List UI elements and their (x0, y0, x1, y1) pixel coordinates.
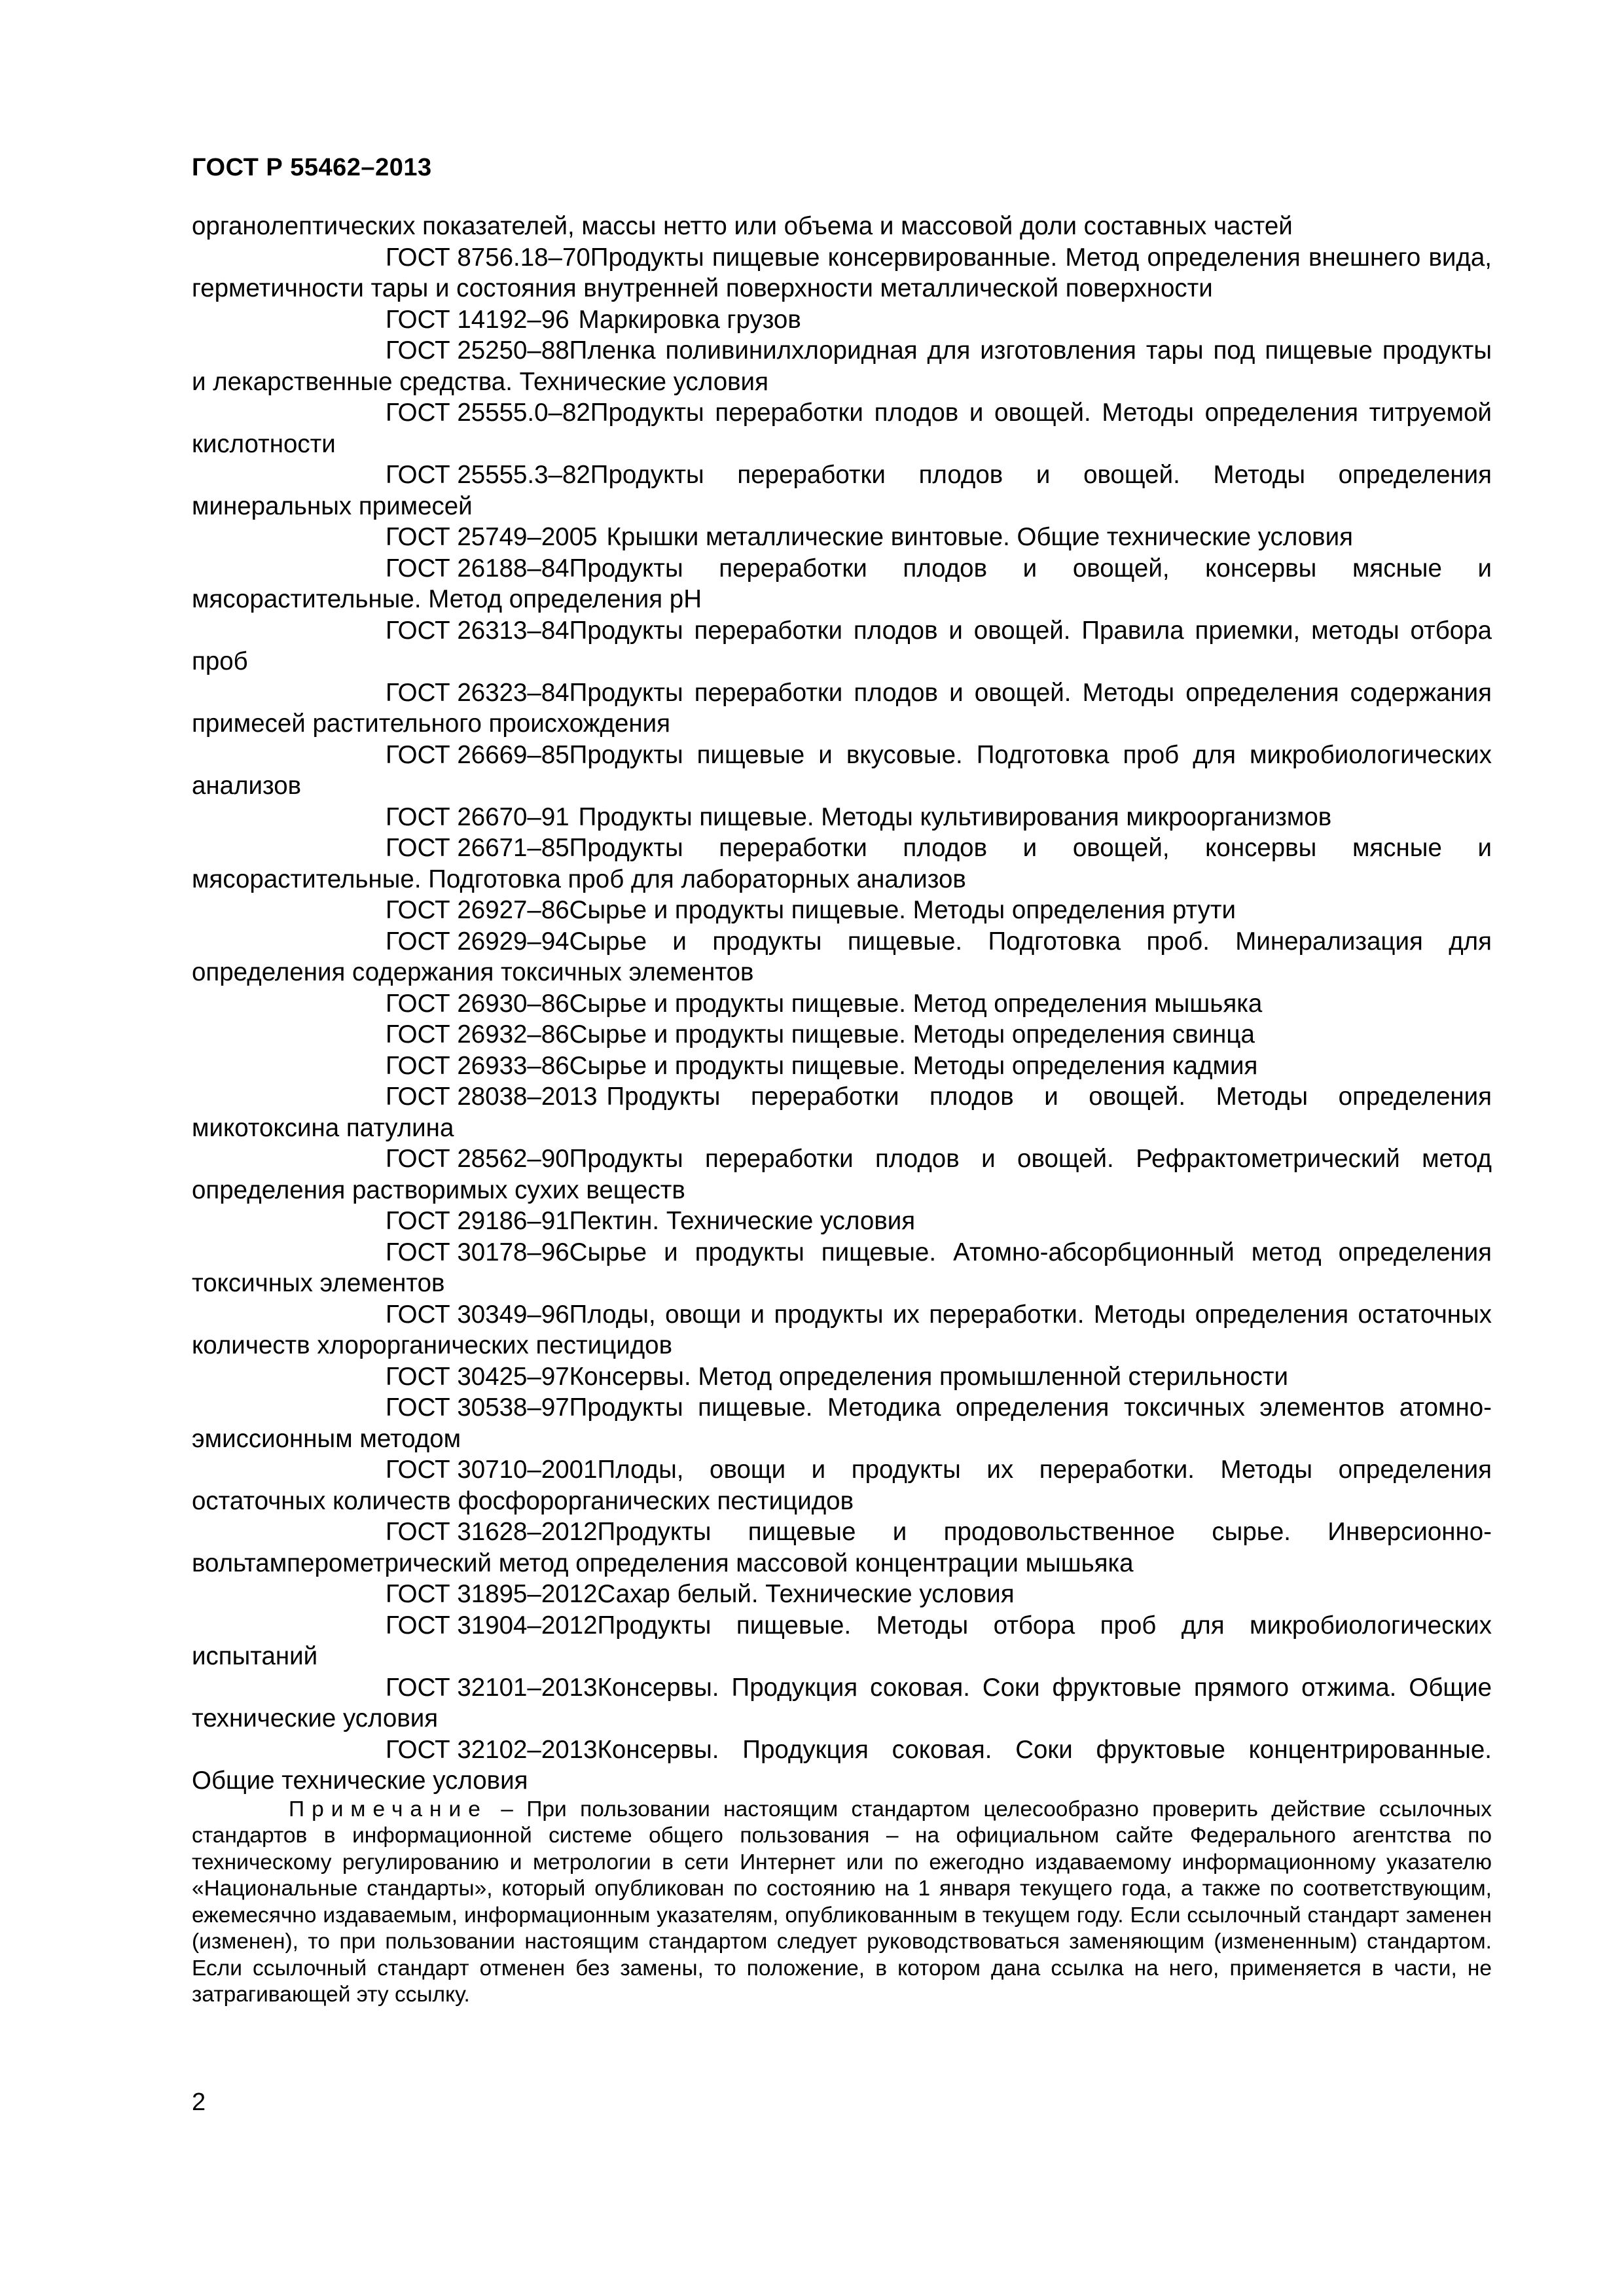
reference-code: ГОСТ 25250–88 (386, 336, 569, 365)
reference-title: Продукты переработки плодов и овощей. Методы определения микотоксина патулина (192, 1083, 1492, 1142)
reference-code: ГОСТ 8756.18–70 (386, 243, 590, 272)
reference-item (192, 1019, 1492, 1050)
continuation-text: органолептических показателей, массы нетто или объема и массовой доли составных частей (192, 212, 1293, 240)
reference-title: Продукты переработки плодов и овощей, консервы мясные и мясорастительные. Подготовка проб для лабораторных анализов (192, 834, 1492, 893)
reference-code: ГОСТ 28562–90 (386, 1145, 569, 1173)
reference-title: Консервы. Продукция соковая. Соки фруктовые концентрированные. Общие технические условия (192, 1735, 1492, 1795)
reference-title: Консервы. Метод определения промышленной стерильности (569, 1362, 1289, 1391)
reference-code: ГОСТ 32102–2013 (386, 1735, 598, 1764)
reference-code: ГОСТ 26929–94 (386, 927, 569, 956)
reference-title: Продукты переработки плодов и овощей. Методы определения минеральных примесей (192, 461, 1492, 520)
reference-title: Сырье и продукты пищевые. Методы определения ртути (569, 896, 1236, 924)
reference-item (192, 802, 1492, 833)
reference-item (192, 1734, 1492, 1797)
reference-title: Сырье и продукты пищевые. Методы определения кадмия (569, 1051, 1258, 1080)
reference-title: Сырье и продукты пищевые. Подготовка проб. Минерализация для определения содержания токсичных элементов (192, 927, 1492, 986)
reference-title: Сахар белый. Технические условия (597, 1580, 1015, 1608)
reference-title: Пленка поливинилхлоридная для изготовления тары под пищевые продукты и лекарственные средства. Технические условия (192, 336, 1492, 396)
reference-code: ГОСТ 26930–86 (386, 989, 569, 1018)
reference-title: Продукты пищевые консервированные. Метод определения внешнего вида, герметичности тары и состояния внутренней поверхности металлической поверхности (192, 243, 1492, 302)
reference-item (192, 1610, 1492, 1672)
reference-code: ГОСТ 26933–86 (386, 1051, 569, 1080)
reference-title: Сырье и продукты пищевые. Атомно-абсорбционный метод определения токсичных элементов (192, 1238, 1492, 1297)
reference-item (192, 553, 1492, 615)
reference-item (192, 1143, 1492, 1206)
reference-code: ГОСТ 32101–2013 (386, 1673, 598, 1702)
reference-title: Продукты пищевые. Методы отбора проб для микробиологических испытаний (192, 1611, 1492, 1670)
document-header-code: ГОСТ Р 55462–2013 (192, 154, 432, 181)
note-label: Примечание (289, 1797, 488, 1821)
reference-title: Сырье и продукты пищевые. Метод определения мышьяка (569, 989, 1263, 1018)
reference-code: ГОСТ 14192–96 (386, 305, 569, 334)
reference-title: Плоды, овощи и продукты их переработки. Методы определения остаточных количеств хлорорганических пестицидов (192, 1300, 1492, 1359)
reference-item (192, 304, 1492, 336)
reference-code: ГОСТ 30425–97 (386, 1362, 569, 1391)
reference-title: Крышки металлические винтовые. Общие технические условия (606, 523, 1353, 551)
note-text: При пользовании настоящим стандартом целесообразно проверить действие ссылочных стандартов в информационной системе общего пользования – на официальном сайте Федерального агентства по техническому регулированию и метрологии в сети Интернет или по ежегодно издаваемому информационному указателю «Национальные стандарты», который опубликован по состоянию на 1 января текущего года, а также по соответствующим, ежемесячно издаваемым, информационным указателям, опубликованным в текущем году. Если ссылочный стандарт заменен (изменен), то при пользовании настоящим стандартом следует руководствоваться заменяющим (измененным) стандартом. Если ссылочный стандарт отменен без замены, то положение, в котором дана ссылка на него, применяется в части, не затрагивающей эту ссылку. (192, 1797, 1492, 2007)
reference-title: Продукты пищевые. Методы культивирования микроорганизмов (578, 802, 1332, 831)
reference-item (192, 459, 1492, 522)
reference-item (192, 1516, 1492, 1579)
reference-code: ГОСТ 26669–85 (386, 740, 569, 769)
page-number: 2 (192, 2089, 206, 2116)
reference-item (192, 1392, 1492, 1454)
reference-item (192, 677, 1492, 740)
reference-code: ГОСТ 30178–96 (386, 1238, 569, 1266)
reference-code: ГОСТ 28038–2013 (386, 1083, 598, 1111)
reference-item (192, 242, 1492, 304)
reference-item (192, 335, 1492, 397)
reference-title: Пектин. Технические условия (569, 1207, 916, 1235)
reference-item (192, 926, 1492, 988)
reference-title: Продукты переработки плодов и овощей. Методы определения титруемой кислотности (192, 399, 1492, 458)
reference-code: ГОСТ 25555.3–82 (386, 461, 590, 489)
reference-title: Продукты пищевые и вкусовые. Подготовка проб для микробиологических анализов (192, 740, 1492, 800)
reference-title: Консервы. Продукция соковая. Соки фруктовые прямого отжима. Общие технические условия (192, 1673, 1492, 1732)
reference-item (192, 1299, 1492, 1361)
reference-item (192, 895, 1492, 926)
reference-code: ГОСТ 25749–2005 (386, 523, 598, 551)
reference-item (192, 1050, 1492, 1082)
reference-list (192, 242, 1492, 1797)
reference-code: ГОСТ 30538–97 (386, 1393, 569, 1422)
normative-references-body (192, 211, 1492, 2009)
reference-item (192, 1672, 1492, 1734)
reference-code: ГОСТ 31895–2012 (386, 1580, 598, 1608)
reference-item (192, 522, 1492, 553)
reference-title: Плоды, овощи и продукты их переработки. Методы определения остаточных количеств фосфорорганических пестицидов (192, 1456, 1492, 1515)
reference-code: ГОСТ 26313–84 (386, 616, 569, 645)
reference-code: ГОСТ 30710–2001 (386, 1456, 598, 1484)
reference-code: ГОСТ 25555.0–82 (386, 399, 590, 427)
reference-item (192, 397, 1492, 459)
reference-title: Продукты переработки плодов и овощей. Методы определения содержания примесей растительного происхождения (192, 678, 1492, 738)
reference-code: ГОСТ 26670–91 (386, 802, 569, 831)
reference-item (192, 1361, 1492, 1393)
reference-item (192, 1206, 1492, 1237)
reference-item (192, 1579, 1492, 1610)
reference-title: Продукты переработки плодов и овощей, консервы мясные и мясорастительные. Метод определения рН (192, 554, 1492, 613)
reference-code: ГОСТ 30349–96 (386, 1300, 569, 1329)
reference-code: ГОСТ 26927–86 (386, 896, 569, 924)
reference-title: Продукты пищевые. Методика определения токсичных элементов атомно-эмиссионным методом (192, 1393, 1492, 1453)
reference-title: Сырье и продукты пищевые. Методы определения свинца (569, 1020, 1255, 1049)
reference-item (192, 1237, 1492, 1299)
reference-code: ГОСТ 29186–91 (386, 1207, 569, 1235)
reference-code: ГОСТ 26932–86 (386, 1020, 569, 1049)
reference-code: ГОСТ 26188–84 (386, 554, 569, 583)
reference-code: ГОСТ 26671–85 (386, 834, 569, 862)
reference-item (192, 988, 1492, 1020)
reference-item (192, 615, 1492, 677)
reference-code: ГОСТ 31904–2012 (386, 1611, 598, 1640)
note-dash: – (487, 1797, 527, 1821)
reference-item (192, 740, 1492, 802)
reference-item (192, 833, 1492, 895)
reference-code: ГОСТ 26323–84 (386, 678, 569, 707)
reference-item (192, 1454, 1492, 1516)
reference-title: Маркировка грузов (578, 305, 801, 334)
reference-title: Продукты пищевые и продовольственное сырье. Инверсионно-вольтамперометрический метод определения массовой концентрации мышьяка (192, 1518, 1492, 1577)
reference-title: Продукты переработки плодов и овощей. Правила приемки, методы отбора проб (192, 616, 1492, 675)
reference-item (192, 1081, 1492, 1143)
reference-code: ГОСТ 31628–2012 (386, 1518, 598, 1546)
note-paragraph (192, 1797, 1492, 2009)
reference-title: Продукты переработки плодов и овощей. Рефрактометрический метод определения растворимых сухих веществ (192, 1145, 1492, 1204)
